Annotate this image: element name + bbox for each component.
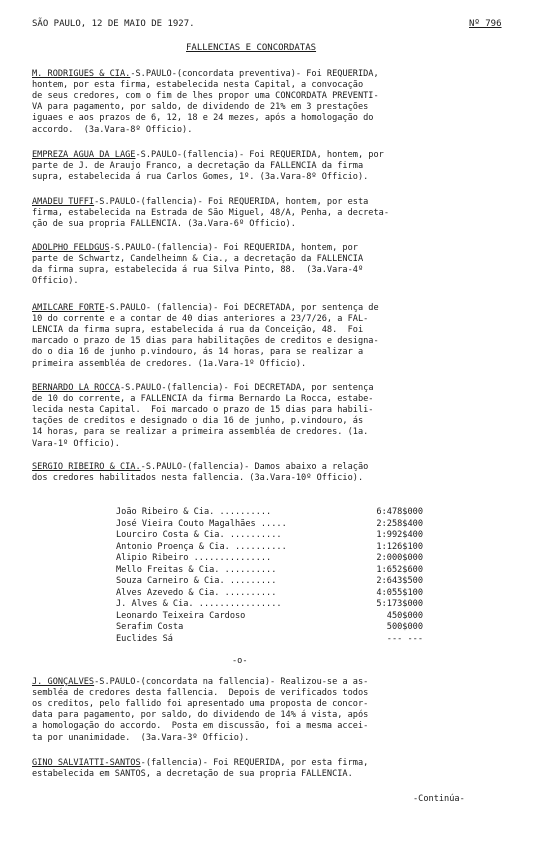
- creditor-name: J. Alves & Cia. ................: [116, 599, 282, 609]
- creditor-name: Souza Carneiro & Cia. .........: [116, 576, 277, 586]
- entry-text: dos credores habilitados nesta fallencia. (3a.Vara-10º Officio).: [32, 473, 364, 484]
- entry-line: [32, 265, 363, 276]
- entry-text: primeira assembléa de credores. (1a.Vara-1º Officio).: [32, 358, 307, 369]
- continua-label: -Continúa-: [413, 794, 465, 804]
- entry-line: [32, 219, 296, 230]
- entry-text: 10 do corrente e a contar de 40 dias anteriores a 23/7/26, a FAL-: [32, 314, 369, 325]
- entry-text: -S.PAULO-(concordata na fallencia)- Realizou-se a as-: [94, 677, 369, 687]
- entry-text: accordo. (3a.Vara-8º Officio).: [32, 124, 193, 135]
- creditor-name: Antonio Proença & Cia. ..........: [116, 541, 287, 552]
- entry-line: [32, 197, 368, 208]
- entry-firm-name: SERGIO RIBEIRO & CIA.: [32, 462, 141, 472]
- entry-text: LENCIA da firma supra, estabelecida á rua da Conceição, 48. Foi: [32, 325, 364, 336]
- entry-line: [32, 80, 363, 91]
- creditor-name: Alves Azevedo & Cia. ..........: [116, 587, 277, 598]
- entry-line: [32, 416, 363, 427]
- entry-line: [32, 102, 368, 113]
- entry-line: [32, 359, 306, 370]
- creditor-amount: 4:055$100: [376, 587, 423, 598]
- creditor-name: João Ribeiro & Cia. ..........: [116, 507, 272, 517]
- entry-line: [32, 125, 192, 136]
- creditor-amount: 5:173$000: [376, 599, 423, 609]
- creditor-name: Mello Freitas & Cia. ..........: [116, 564, 277, 575]
- entry-firm-name: EMPREZA AGUA DA LAGE: [32, 150, 136, 160]
- entry-line: [32, 347, 363, 358]
- entry-firm-name: J. GONÇALVES: [32, 677, 95, 687]
- entry-text: marcado o prazo de 15 dias para habilitações de creditos e designa-: [32, 336, 379, 347]
- entry-text: parte de Schwartz, Candelheimn & Cia., a decretação da FALLENCIA: [32, 254, 364, 265]
- entry-firm-name: M. RODRIGUES & CIA.: [32, 69, 131, 79]
- creditor-amount: 1:652$600: [376, 564, 423, 575]
- creditor-amount: 2:258$400: [376, 518, 423, 529]
- entry-text: firma, estabelecida na Estrada de São Miguel, 48/A, Penha, a decreta-: [32, 208, 389, 219]
- entry-firm-name: AMADEU TUFFI: [32, 197, 95, 207]
- bulletin-number: Nº 796: [469, 19, 502, 29]
- entry-text: de seus credores, com o fim de lhes propor uma CONCORDATA PREVENTI-: [32, 91, 379, 102]
- entry-text: -S.PAULO-(fallencia)- Foi DECRETADA, por sentença: [119, 383, 374, 393]
- entry-text: do o dia 16 de junho p.vindouro, ás 14 horas, para se realizar a: [32, 347, 364, 358]
- entry-text: Officio).: [32, 276, 79, 287]
- creditor-amount: 1:126$100: [376, 541, 423, 552]
- entry-line: [32, 462, 368, 473]
- entry-line: [32, 172, 368, 183]
- entry-firm-name: ADOLPHO FELDGUS: [32, 243, 110, 253]
- entry-text: tações de creditos e designado o dia 16 de junho, p.vindouro, ás: [32, 416, 364, 427]
- creditor-name: José Vieira Couto Magalhães .....: [116, 518, 287, 529]
- entry-line: [32, 405, 373, 416]
- entry-text: lecida nesta Capital. Foi marcado o prazo de 15 dias para habili-: [32, 405, 374, 416]
- entry-text: -S.PAULO-(concordata preventiva)- Foi REQUERIDA,: [130, 69, 379, 79]
- entry-text: -S.PAULO-(fallencia)- Foi REQUERIDA, hontem, por: [135, 150, 384, 160]
- creditor-name: Euclides Sá: [116, 633, 173, 644]
- entry-line: [32, 733, 249, 744]
- entry-firm-name: AMILCARE FORTE: [32, 303, 105, 313]
- creditor-amount: 6:478$000: [376, 507, 423, 517]
- creditor-name: Alipio Ribeiro ...............: [116, 553, 272, 563]
- entry-line: [32, 69, 379, 80]
- entry-text: de 10 do corrente, a FALLENCIA da firma Bernardo La Rocca, estabe-: [32, 394, 374, 405]
- entry-line: [32, 254, 363, 265]
- entry-line: [32, 473, 363, 484]
- entry-text: iguaes e aos prazos de 6, 12, 18 e 24 mezes, após a homologação do: [32, 113, 374, 124]
- entry-line: [32, 113, 373, 124]
- entry-text: parte de J. de Araujo Franco, a decretação da FALLENCIA da firma: [32, 161, 364, 172]
- entry-text: -S.PAULO-(fallencia)- Foi REQUERIDA, hontem, por esta: [94, 197, 369, 207]
- entry-text: sembléa de credores desta fallencia. Depois de verificados todos: [32, 688, 369, 699]
- entry-text: estabelecida em SANTOS, a decretação de sua propria FALLENCIA.: [32, 769, 353, 780]
- entry-line: [32, 721, 368, 732]
- creditor-amount: 450$000: [386, 610, 423, 621]
- entry-firm-name: BERNARDO LA ROCCA: [32, 383, 120, 393]
- entry-line: [32, 150, 384, 161]
- entry-text: a homologação do accordo. Posta em discussão, foi a mesma accei-: [32, 721, 369, 732]
- creditor-name: Lourciro Costa & Cia. ..........: [116, 530, 282, 540]
- entry-text: 14 horas, para se realizar a primeira assembléa de credores. (1a.: [32, 427, 369, 438]
- place-date: SÃO PAULO, 12 DE MAIO DE 1927.: [32, 19, 195, 29]
- entry-text: Vara-1º Officio).: [32, 438, 120, 449]
- entry-text: os creditos, pelo fallido foi apresentado uma proposta de concor-: [32, 699, 369, 710]
- entry-line: [32, 243, 358, 254]
- separator: -o-: [232, 656, 248, 666]
- entry-line: [32, 439, 120, 450]
- creditor-amount: 2:000$000: [376, 553, 423, 563]
- entry-line: [32, 161, 363, 172]
- entry-firm-name: GINO SALVIATTI-SANTOS: [32, 758, 141, 768]
- entry-line: [32, 710, 368, 721]
- entry-line: [32, 314, 368, 325]
- entry-line: [32, 769, 353, 780]
- entry-text: ta por unanimidade. (3a.Vara-3º Officio).: [32, 732, 250, 743]
- entry-line: [32, 427, 368, 438]
- entry-line: [32, 699, 368, 710]
- entry-text: -S.PAULO-(fallencia)- Damos abaixo a relação: [140, 462, 369, 472]
- entry-text: VA para pagamento, por saldo, de dividendo de 21% em 3 prestações: [32, 102, 369, 113]
- entry-text: -(fallencia)- Foi REQUERIDA, por esta firma,: [140, 758, 369, 768]
- creditor-name: Serafim Costa: [116, 622, 184, 632]
- creditor-amount: --- ---: [386, 633, 423, 644]
- entry-line: [32, 383, 374, 394]
- entry-text: hontem, por esta firma, estabelecida nesta Capital, a convocação: [32, 80, 364, 91]
- entry-line: [32, 336, 379, 347]
- entry-text: data para pagamento, por saldo, do dividendo de 14% á vista, após: [32, 710, 369, 721]
- creditor-amount: 1:992$400: [376, 530, 423, 540]
- entry-line: [32, 91, 379, 102]
- entry-line: [32, 303, 379, 314]
- entry-text: ção de sua propria FALLENCIA. (3a.Vara-6º Officio).: [32, 219, 296, 230]
- entry-text: -S.PAULO- (fallencia)- Foi DECRETADA, por sentença de: [104, 303, 379, 313]
- creditor-amount: 500$000: [386, 622, 423, 632]
- entry-line: [32, 394, 373, 405]
- entry-text: -S.PAULO-(fallencia)- Foi REQUERIDA, hontem, por: [109, 243, 358, 253]
- entry-line: [32, 208, 389, 219]
- creditor-name: Leonardo Teixeira Cardoso: [116, 610, 246, 621]
- creditor-amount: 2:643$500: [376, 576, 423, 586]
- entry-line: [32, 276, 79, 287]
- section-title: FALLENCIAS E CONCORDATAS: [186, 43, 317, 53]
- entry-line: [32, 758, 368, 769]
- entry-text: da firma supra, estabelecida á rua Silva Pinto, 88. (3a.Vara-4º: [32, 265, 364, 276]
- entry-line: [32, 688, 368, 699]
- entry-text: supra, estabelecida á rua Carlos Gomes, 1º. (3a.Vara-8º Officio).: [32, 172, 369, 183]
- entry-line: [32, 325, 363, 336]
- entry-line: [32, 677, 368, 688]
